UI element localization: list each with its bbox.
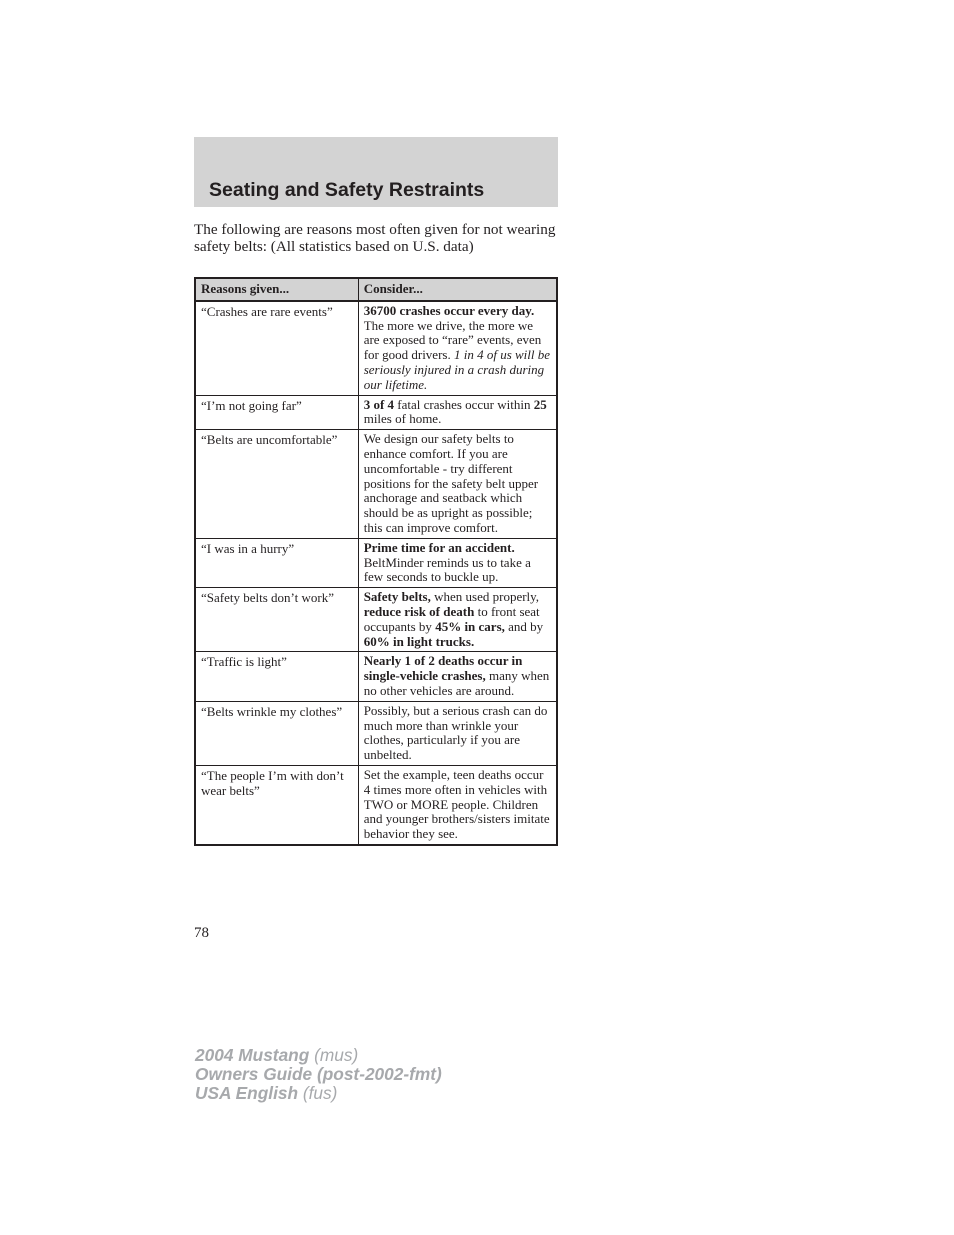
consider-text: 1 in 4 of us will be seriously injured in a crash during our lifetime. bbox=[363, 347, 551, 392]
section-title: Seating and Safety Restraints bbox=[209, 179, 485, 201]
consider-text: BeltMinder reminds us to take a few seconds to buckle up. bbox=[363, 554, 531, 585]
footer-line-3 bbox=[195, 1084, 442, 1103]
reason-cell: “Belts wrinkle my clothes” bbox=[195, 701, 358, 765]
column-header-reasons: Reasons given... bbox=[195, 278, 358, 301]
consider-cell bbox=[358, 701, 557, 765]
consider-text: to front seat occupants by bbox=[363, 603, 540, 634]
consider-cell bbox=[358, 765, 557, 844]
table-row bbox=[195, 538, 557, 587]
reason-cell: “Belts are uncomfortable” bbox=[195, 430, 358, 539]
consider-text: fatal crashes occur within bbox=[394, 396, 534, 412]
section-header-band bbox=[194, 137, 558, 207]
footer-model-code: (mus) bbox=[314, 1045, 359, 1065]
consider-text: 36700 crashes occur every day. bbox=[363, 302, 535, 318]
reason-cell: “Crashes are rare events” bbox=[195, 301, 358, 395]
reason-cell: “I’m not going far” bbox=[195, 395, 358, 430]
reason-cell: “The people I’m with don’t wear belts” bbox=[195, 765, 358, 844]
consider-cell bbox=[358, 652, 557, 701]
footer-guide: Owners Guide (post-2002-fmt) bbox=[195, 1064, 442, 1084]
footer-model: 2004 Mustang bbox=[195, 1045, 310, 1065]
consider-cell bbox=[358, 430, 557, 539]
consider-text: Set the example, teen deaths occur 4 times more often in vehicles with TWO or MORE people. Children and younger brothers/sisters imitate behavior they see. bbox=[363, 766, 550, 842]
table-body bbox=[195, 301, 557, 845]
consider-text: Prime time for an accident. bbox=[363, 539, 515, 555]
footer-language-code: (fus) bbox=[302, 1083, 338, 1103]
page-number: 78 bbox=[194, 925, 209, 941]
reasons-table bbox=[194, 277, 558, 846]
consider-text: and by bbox=[504, 618, 544, 634]
table-row bbox=[195, 765, 557, 844]
consider-text: when used properly, bbox=[430, 589, 540, 605]
document-footer bbox=[195, 1046, 442, 1103]
footer-language: USA English bbox=[195, 1083, 299, 1103]
consider-text: 45% in cars, bbox=[435, 618, 505, 634]
table-row bbox=[195, 588, 557, 652]
reason-cell: “Safety belts don’t work” bbox=[195, 588, 358, 652]
table-header-row bbox=[195, 278, 557, 301]
reason-cell: “Traffic is light” bbox=[195, 652, 358, 701]
consider-text: 25 bbox=[533, 396, 547, 412]
footer-line-2 bbox=[195, 1065, 442, 1084]
table-row bbox=[195, 430, 557, 539]
consider-text: miles of home. bbox=[363, 411, 442, 427]
consider-text: Possibly, but a serious crash can do much more than wrinkle your clothes, particularly if you are unbelted. bbox=[363, 702, 548, 763]
consider-text: Safety belts, bbox=[363, 589, 431, 605]
reason-cell: “I was in a hurry” bbox=[195, 538, 358, 587]
consider-text: 3 of 4 bbox=[363, 396, 395, 412]
footer-line-1 bbox=[195, 1046, 442, 1065]
table-row bbox=[195, 652, 557, 701]
table-row bbox=[195, 301, 557, 395]
intro-paragraph: The following are reasons most often given for not wearing safety belts: (All statistics based on U.S. data) bbox=[194, 221, 556, 255]
consider-cell bbox=[358, 588, 557, 652]
consider-text: Nearly 1 of 2 deaths occur in single-vehicle crashes, bbox=[363, 653, 523, 684]
table-row bbox=[195, 701, 557, 765]
consider-text: 60% in light trucks. bbox=[363, 633, 475, 649]
consider-text: many when no other vehicles are around. bbox=[363, 668, 550, 698]
consider-text: reduce risk of death bbox=[363, 603, 475, 619]
consider-cell bbox=[358, 538, 557, 587]
consider-cell bbox=[358, 395, 557, 430]
column-header-consider: Consider... bbox=[358, 278, 557, 301]
consider-cell bbox=[358, 301, 557, 395]
consider-text: We design our safety belts to enhance comfort. If you are uncomfortable - try different positions for the safety belt upper anchorage and seatback which should be as upright as possible; this can improve comfort. bbox=[363, 431, 539, 535]
consider-text: The more we drive, the more we are exposed to “rare” events, even for good drivers. bbox=[363, 317, 542, 363]
table-row bbox=[195, 395, 557, 430]
